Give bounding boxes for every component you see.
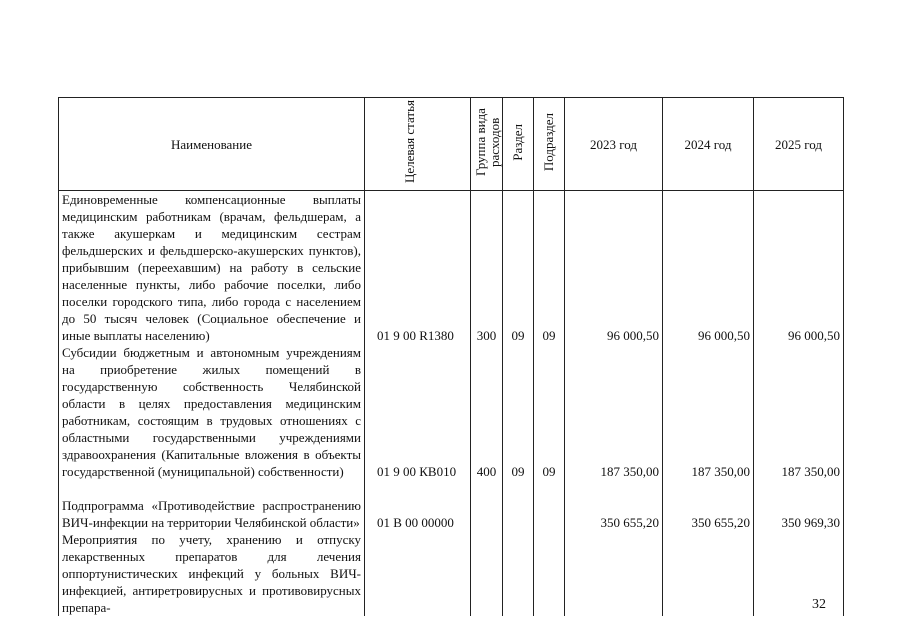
- row-2023: 350 655,20: [565, 480, 663, 531]
- header-row: [59, 98, 844, 191]
- row-name: Единовременные компенсационные выплаты медицинским работникам (врачам, фельдшерам, а также акушеркам и медицинским сестрам фельдшерских и фельдшерско-акушерских пунктов), прибывшим (переехавшим) на работу в сельские населенные пункты, либо рабочие поселки, либо поселки городского типа, либо города с населением до 50 тысяч человек (Социальное обеспечение и иные выплаты населению): [59, 191, 365, 345]
- header-group: Группа вида расходов: [471, 98, 503, 191]
- header-2024: 2024 год: [663, 98, 754, 191]
- row-target: 01 9 00 КВ010: [365, 344, 471, 480]
- row-section: 09: [503, 191, 534, 345]
- header-subsection: Подраздел: [534, 98, 565, 191]
- row-section: [503, 531, 534, 616]
- row-name: Мероприятия по учету, хранению и отпуску лекарственных препаратов для лечения оппортунистических инфекций у больных ВИЧ-инфекцией, антиретровирусных и противовирусных препара-: [59, 531, 365, 616]
- row-2025: 187 350,00: [754, 344, 844, 480]
- budget-table: [58, 97, 844, 616]
- row-group: 300: [471, 191, 503, 345]
- header-2023: 2023 год: [565, 98, 663, 191]
- row-2023: 96 000,50: [565, 191, 663, 345]
- row-2023: 187 350,00: [565, 344, 663, 480]
- row-2025: 350 969,30: [754, 480, 844, 531]
- row-group: 400: [471, 344, 503, 480]
- page-number: 32: [812, 597, 826, 612]
- row-subsection: [534, 531, 565, 616]
- row-group: [471, 531, 503, 616]
- table-row: [59, 531, 844, 616]
- row-2024: [663, 531, 754, 616]
- row-2023: [565, 531, 663, 616]
- row-name: Подпрограмма «Противодействие распространению ВИЧ-инфекции на территории Челябинской области»: [59, 480, 365, 531]
- header-target: Целевая статья: [365, 98, 471, 191]
- row-subsection: 09: [534, 191, 565, 345]
- row-target: 01 В 00 00000: [365, 480, 471, 531]
- row-target: 01 9 00 R1380: [365, 191, 471, 345]
- row-section: [503, 480, 534, 531]
- row-2025: [754, 531, 844, 616]
- row-2024: 350 655,20: [663, 480, 754, 531]
- row-subsection: [534, 480, 565, 531]
- row-section: 09: [503, 344, 534, 480]
- row-name: Субсидии бюджетным и автономным учреждениям на приобретение жилых помещений в государственную собственность Челябинской области в целях предоставления медицинским работникам, состоящим в трудовых отношениях с областными государственными учреждениями здравоохранения (Капитальные вложения в объекты государственной (муниципальной) собственности): [59, 344, 365, 480]
- table-row: [59, 480, 844, 531]
- row-2024: 187 350,00: [663, 344, 754, 480]
- row-subsection: 09: [534, 344, 565, 480]
- row-group: [471, 480, 503, 531]
- table-row: [59, 191, 844, 345]
- row-2025: 96 000,50: [754, 191, 844, 345]
- row-2024: 96 000,50: [663, 191, 754, 345]
- header-name: Наименование: [59, 98, 365, 191]
- header-2025: 2025 год: [754, 98, 844, 191]
- header-section: Раздел: [503, 98, 534, 191]
- table-row: [59, 344, 844, 480]
- row-target: [365, 531, 471, 616]
